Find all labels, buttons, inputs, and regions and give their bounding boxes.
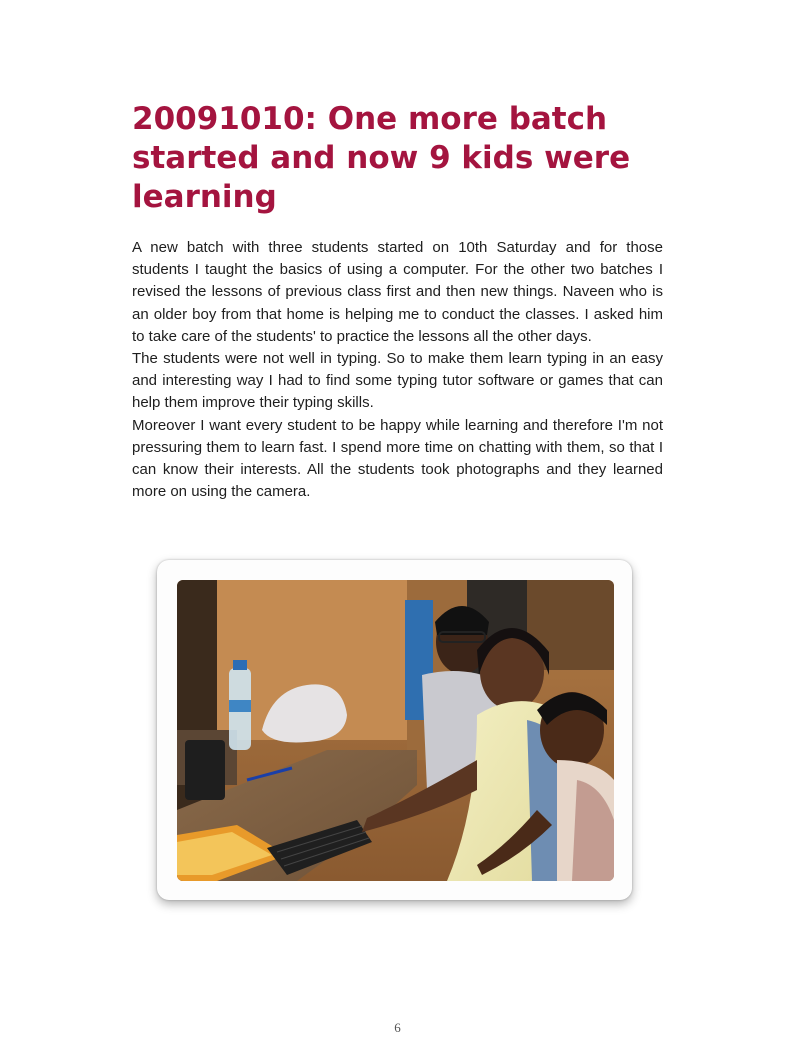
page-number: 6 [394,1020,401,1035]
paragraph-1: A new batch with three students started on 10th Saturday and for those students I taught the basics of using a computer. For the other two batches I revised the lessons of previous class first and then new things. Naveen who is an older boy from that home is helping me to conduct the classes. I asked him to take care of the students' to practice the lessons all the other days. [132,239,663,345]
photo-frame [157,560,632,900]
paragraph-3: Moreover I want every student to be happy while learning and therefore I'm not pressuring them to learn fast. I spend more time on chatting with them, so that I can know their interests. All the students took photographs and they learned more on using the camera. [132,416,663,501]
photo-illustration [177,580,614,881]
page-title: 20091010: One more batch started and now 9 kids were learning [132,101,631,215]
article-body [132,237,663,503]
paragraph-2: The students were not well in typing. So to make them learn typing in an easy and interesting way I had to find some typing tutor software or games that can help them improve their typing skills. [132,350,663,412]
classroom-photo [177,580,614,881]
